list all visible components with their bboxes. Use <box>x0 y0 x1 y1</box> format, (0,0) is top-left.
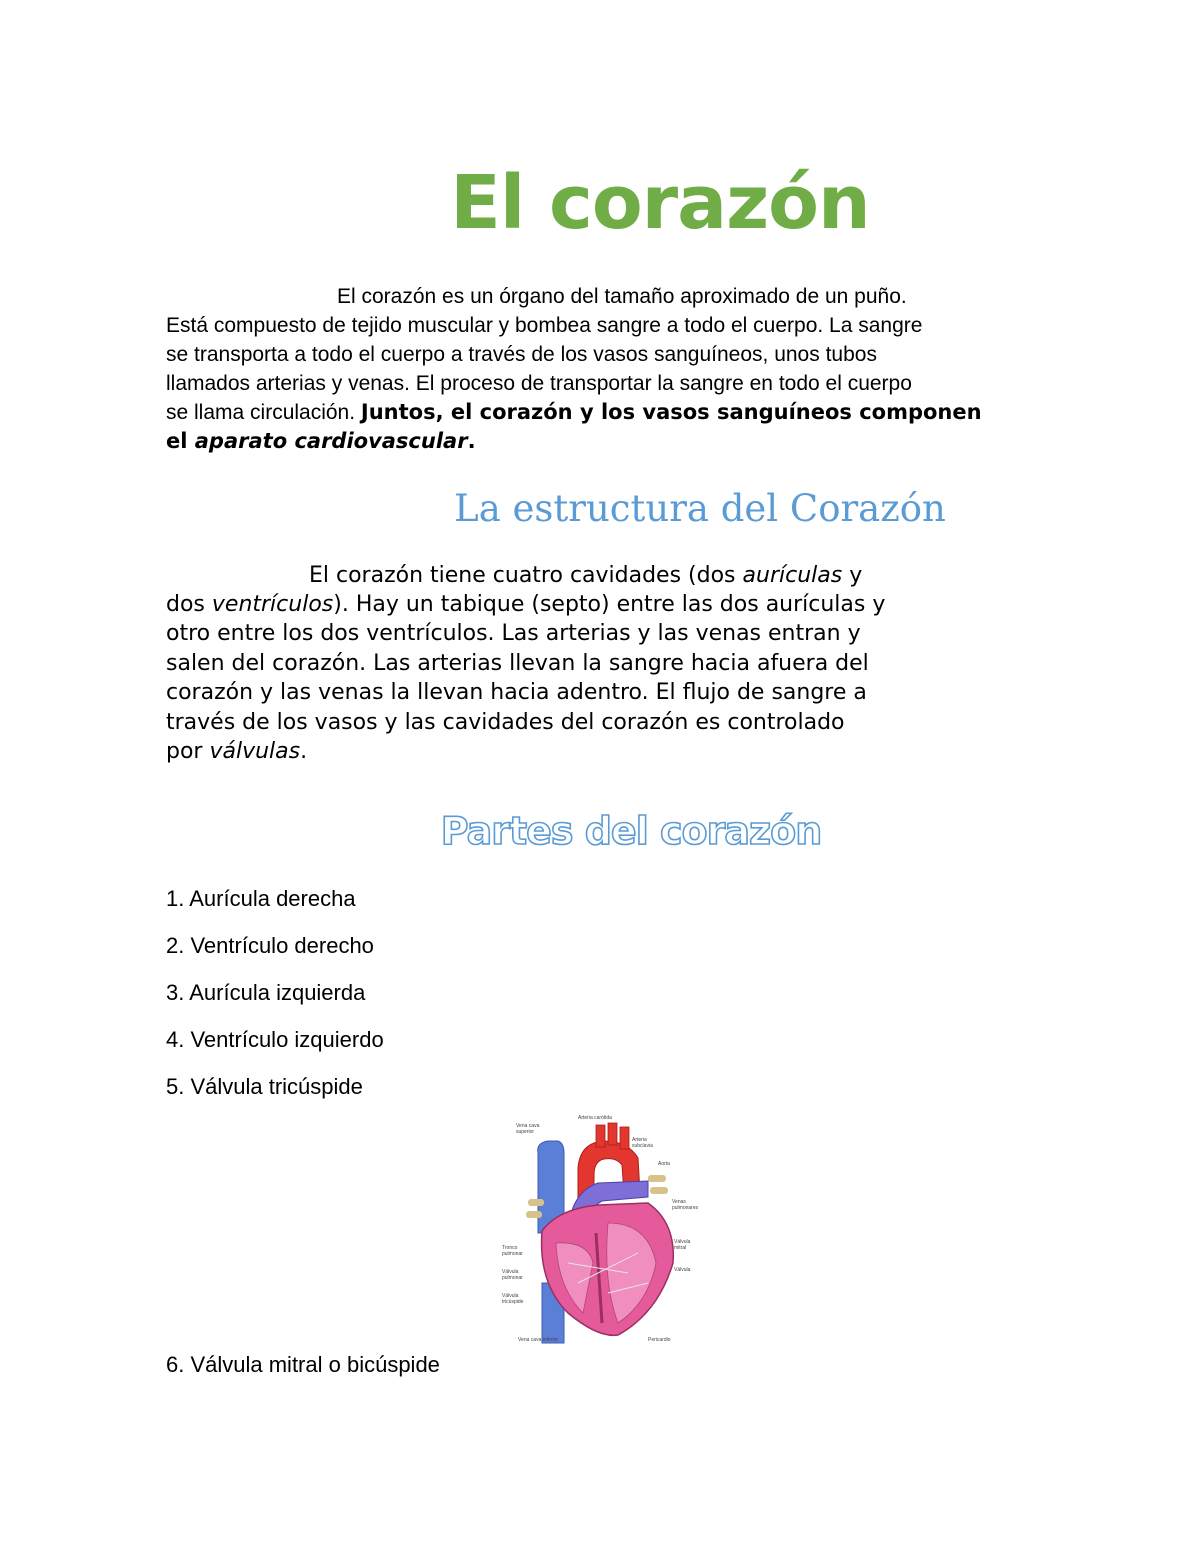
list-item: 5. Válvula tricúspide <box>166 1074 363 1099</box>
structure-line-5: corazón y las venas la llevan hacia adentro. El flujo de sangre a <box>166 680 867 705</box>
svg-text:subclavia: subclavia <box>632 1143 653 1149</box>
svg-text:superior: superior <box>516 1129 535 1135</box>
structure-line-6: través de los vasos y las cavidades del corazón es controlado <box>166 710 845 735</box>
structure-line-2 <box>166 590 885 620</box>
intro-line-6 <box>166 427 476 456</box>
structure-line-2-a: dos <box>166 592 212 617</box>
structure-line-7-a: por <box>166 739 210 764</box>
list-item: 4. Ventrículo izquierdo <box>166 1027 384 1052</box>
intro-line-4: llamados arterias y venas. El proceso de transportar la sangre en todo el cuerpo <box>166 372 912 395</box>
structure-heading: La estructura del Corazón <box>454 487 946 530</box>
svg-text:Vena cava: Vena cava <box>516 1123 540 1129</box>
structure-line-1-a: El corazón tiene cuatro cavidades (dos <box>309 563 743 588</box>
page-title: El corazón <box>450 160 870 246</box>
svg-text:Aorta: Aorta <box>658 1161 670 1167</box>
list-item: 6. Válvula mitral o bicúspide <box>166 1352 440 1377</box>
structure-line-3: otro entre los dos ventrículos. Las arterias y las venas entran y <box>166 621 861 646</box>
svg-text:Válvula: Válvula <box>502 1269 519 1275</box>
list-item: 2. Ventrículo derecho <box>166 933 374 958</box>
svg-text:pulmonar: pulmonar <box>502 1251 523 1257</box>
structure-line-1-italic: aurículas <box>742 563 843 588</box>
structure-line-4: salen del corazón. Las arterias llevan la sangre hacia afuera del <box>166 651 869 676</box>
parts-heading: Partes del corazón <box>440 809 822 853</box>
svg-text:tricúspide: tricúspide <box>502 1299 524 1305</box>
svg-text:Arteria carótida: Arteria carótida <box>578 1115 612 1121</box>
svg-text:Vena cava inferior: Vena cava inferior <box>518 1337 559 1343</box>
svg-text:mitral: mitral <box>674 1245 687 1251</box>
svg-text:Tronco: Tronco <box>502 1245 518 1251</box>
structure-line-2-italic: ventrículos <box>211 592 334 617</box>
structure-line-2-b: ). Hay un tabique (septo) entre las dos aurículas y <box>333 592 886 617</box>
svg-text:Venas: Venas <box>672 1199 686 1205</box>
intro-line-6-italic: aparato cardiovascular <box>194 429 468 453</box>
svg-text:Pericardio: Pericardio <box>648 1337 671 1343</box>
svg-text:pulmonar: pulmonar <box>502 1275 523 1281</box>
structure-line-7-italic: válvulas <box>209 739 301 764</box>
intro-line-6-end: . <box>467 429 476 453</box>
intro-line-3: se transporta a todo el cuerpo a través de los vasos sanguíneos, unos tubos <box>166 343 877 366</box>
heart-diagram-icon <box>498 1113 698 1345</box>
intro-line-6-start: el <box>166 429 195 453</box>
intro-line-5-plain: se llama circulación. <box>166 401 361 424</box>
intro-line-1: El corazón es un órgano del tamaño aproximado de un puño. <box>337 285 907 308</box>
svg-text:Válvula: Válvula <box>502 1293 519 1299</box>
list-item: 1. Aurícula derecha <box>166 886 356 911</box>
svg-text:Arteria: Arteria <box>632 1137 647 1143</box>
intro-line-5-bold: Juntos, el corazón y los vasos sanguíneos componen <box>360 400 982 424</box>
svg-text:Válvula: Válvula <box>674 1267 691 1273</box>
structure-line-7-b: . <box>300 739 308 764</box>
svg-text:pulmonares: pulmonares <box>672 1205 698 1211</box>
svg-text:Válvula: Válvula <box>674 1239 691 1245</box>
structure-line-7 <box>166 737 307 767</box>
structure-line-1 <box>309 561 862 591</box>
intro-line-5 <box>166 398 982 427</box>
structure-line-1-b: y <box>842 563 863 588</box>
intro-line-2: Está compuesto de tejido muscular y bombea sangre a todo el cuerpo. La sangre <box>166 314 923 337</box>
list-item: 3. Aurícula izquierda <box>166 980 366 1005</box>
